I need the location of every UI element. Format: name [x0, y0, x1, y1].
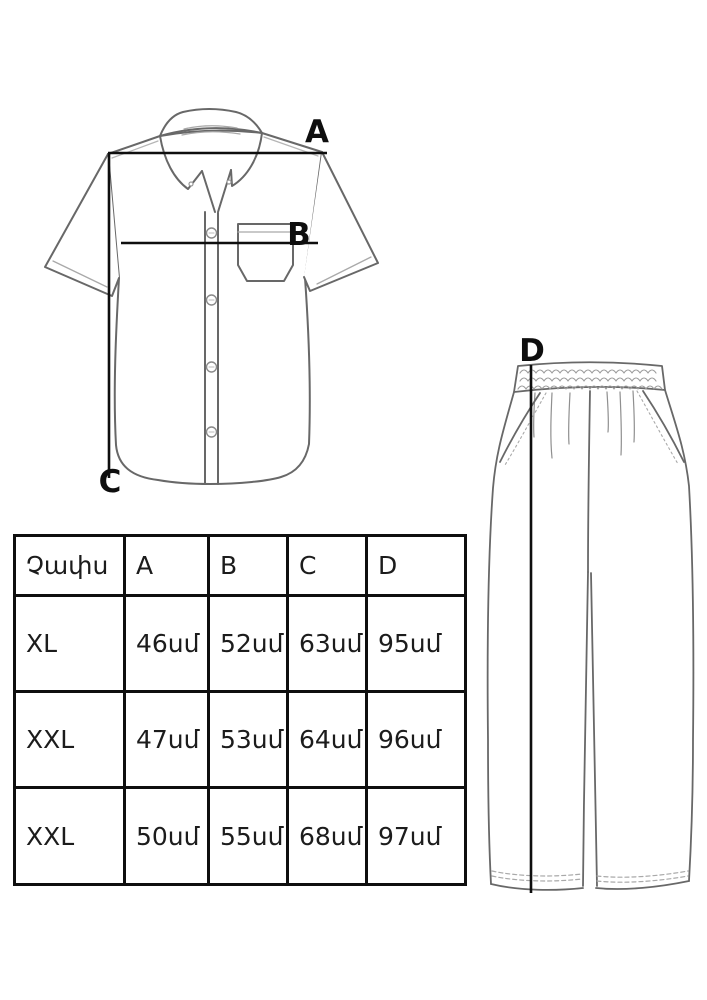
measure-label-d: D [519, 333, 545, 369]
pants-left-hem [491, 884, 583, 890]
header-cell-c: C [288, 536, 367, 596]
value-cell-c: 64սմ [288, 692, 367, 788]
pants-right-hem [596, 881, 689, 889]
shirt-sketch [45, 109, 378, 484]
pants-left-outseam [488, 392, 514, 884]
pants-right-outseam [665, 390, 693, 881]
measure-label-a: A [305, 114, 329, 150]
size-cell: XXL [15, 788, 125, 885]
size-cell: XL [15, 596, 125, 692]
value-cell-b: 52սմ [209, 596, 288, 692]
pants-right-inseam [591, 573, 597, 886]
value-cell-d: 97սմ [367, 788, 466, 885]
value-cell-b: 55սմ [209, 788, 288, 885]
measure-label-c: C [98, 464, 122, 500]
value-cell-c: 63սմ [288, 596, 367, 692]
value-cell-b: 53սմ [209, 692, 288, 788]
table-row [15, 692, 466, 788]
collar-tip-button-left [189, 182, 193, 186]
header-cell-d: D [367, 536, 466, 596]
pants-right-hem-stitch [597, 871, 688, 882]
value-cell-a: 46սմ [125, 596, 209, 692]
pants-center-seam [588, 391, 590, 572]
pants-left-inseam [583, 572, 588, 886]
value-cell-c: 68սմ [288, 788, 367, 885]
size-table [13, 534, 467, 886]
header-cell-size: Չափս [15, 536, 125, 596]
shirt-chest-pocket [238, 224, 293, 281]
value-cell-a: 50սմ [125, 788, 209, 885]
header-cell-a: A [125, 536, 209, 596]
pants-left-hem-stitch [492, 871, 582, 881]
collar-tip-button-right [227, 180, 231, 184]
pocket-stitch-right [637, 391, 678, 464]
pants-gather-strokes [534, 391, 635, 458]
size-cell: XXL [15, 692, 125, 788]
pants-sketch [488, 362, 694, 890]
value-cell-d: 96սմ [367, 692, 466, 788]
table-row [15, 596, 466, 692]
value-cell-d: 95սմ [367, 596, 466, 692]
size-table-header-row [15, 536, 466, 596]
table-row [15, 788, 466, 885]
pants-pockets [500, 391, 684, 465]
measure-label-b: B [287, 217, 311, 253]
value-cell-a: 47սմ [125, 692, 209, 788]
pocket-opening-right [643, 391, 684, 462]
header-cell-b: B [209, 536, 288, 596]
